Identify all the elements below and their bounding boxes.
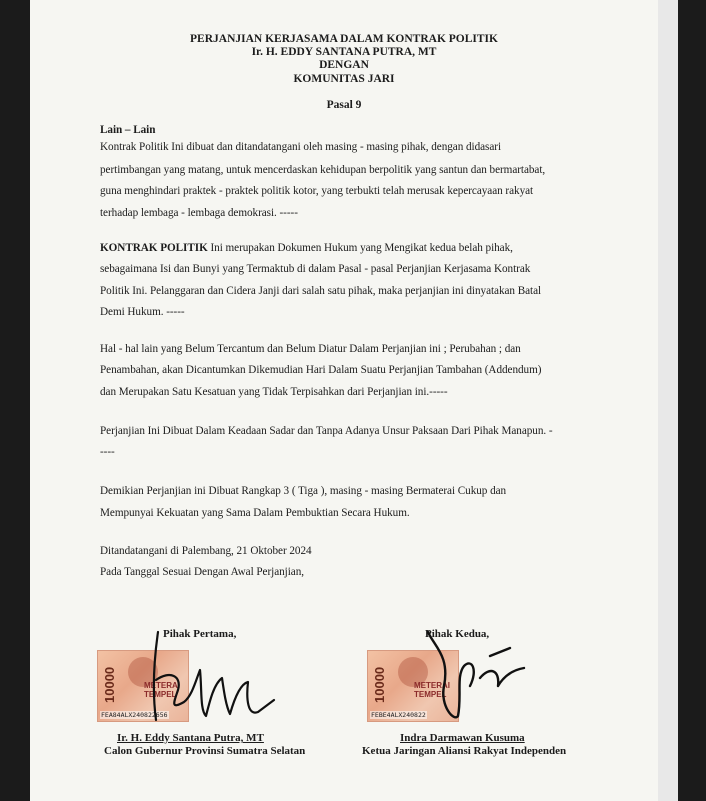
para5-line: Mempunyai Kekuatan yang Sama Dalam Pembuktian Secara Hukum.: [100, 507, 410, 519]
para1-line: pertimbangan yang matang, untuk mencerdaskan kehidupan berpolitik yang santun dan bermartabat,: [100, 164, 546, 176]
party2-name: Indra Darmawan Kusuma: [400, 732, 525, 744]
para2-line-rest: Ini merupakan Dokumen Hukum yang Mengikat kedua belah pihak,: [207, 242, 513, 254]
para2-line: [100, 242, 513, 254]
doc-party-two: KOMUNITAS JARI: [293, 73, 395, 85]
para2-bold-lead: KONTRAK POLITIK: [100, 242, 208, 254]
doc-title: PERJANJIAN KERJASAMA DALAM KONTRAK POLITIK: [190, 33, 498, 45]
para4-line: ----: [100, 446, 115, 458]
para1-line: terhadap lembaga - lembaga demokrasi. -----: [100, 207, 298, 219]
doc-connector: DENGAN: [319, 59, 369, 71]
stamp-code: FEBE4ALX240822: [371, 711, 426, 719]
party1-title: Calon Gubernur Provinsi Sumatra Selatan: [104, 745, 306, 757]
para2-line: Politik Ini. Pelanggaran dan Cidera Janji dari salah satu pihak, maka perjanjian ini dinyatakan Batal: [100, 285, 542, 297]
stamp-word: METERAI TEMPEL: [414, 681, 450, 699]
doc-party-one: Ir. H. EDDY SANTANA PUTRA, MT: [251, 46, 437, 58]
para3-line: dan Merupakan Satu Kesatuan yang Tidak Terpisahkan dari Perjanjian ini.-----: [100, 386, 448, 398]
para2-line: Demi Hukum. -----: [100, 306, 185, 318]
closing-place-date: Ditandatangani di Palembang, 21 Oktober 2024: [100, 545, 312, 557]
party1-label: Pihak Pertama,: [163, 628, 237, 640]
party1-signature: [130, 620, 290, 730]
page-edge: [658, 0, 678, 801]
article-subtitle: Lain – Lain: [100, 124, 156, 136]
party1-name: Ir. H. Eddy Santana Putra, MT: [117, 732, 264, 744]
para5-line: Demikian Perjanjian ini Dibuat Rangkap 3 ( Tiga ), masing - masing Bermaterai Cukup dan: [100, 485, 507, 497]
stamp-word: METERAI TEMPEL: [144, 681, 180, 699]
para2-line: sebagaimana Isi dan Bunyi yang Termaktub di dalam Pasal - pasal Perjanjian Kerjasama Kontrak: [100, 263, 531, 275]
party2-title: Ketua Jaringan Aliansi Rakyat Independen: [362, 745, 567, 757]
para1-line: Kontrak Politik Ini dibuat dan ditandatangani oleh masing - masing pihak, dengan didasari: [100, 141, 502, 153]
stamp-value: 10000: [102, 666, 117, 704]
para1-line: guna menghindari praktek - praktek politik kotor, yang terbukti telah merusak kepercayaan rakyat: [100, 185, 534, 197]
para4-line: Perjanjian Ini Dibuat Dalam Keadaan Sadar dan Tanpa Adanya Unsur Paksaan Dari Pihak Manapun. -: [100, 425, 553, 437]
article-title: Pasal 9: [326, 99, 362, 111]
party2-label: Pihak Kedua,: [425, 628, 490, 640]
para3-line: Penambahan, akan Dicantumkan Dikemudian Hari Dalam Suatu Perjanjian Tambahan (Addendum): [100, 364, 542, 376]
party2-signature: [420, 626, 550, 730]
para3-line: Hal - hal lain yang Belum Tercantum dan Belum Diatur Dalam Perjanjian ini ; Perubahan ; dan: [100, 343, 521, 355]
stamp-value: 10000: [372, 666, 387, 704]
stamp-code: FEA84ALX240822656: [101, 711, 168, 719]
closing-date-note: Pada Tanggal Sesuai Dengan Awal Perjanjian,: [100, 566, 304, 578]
